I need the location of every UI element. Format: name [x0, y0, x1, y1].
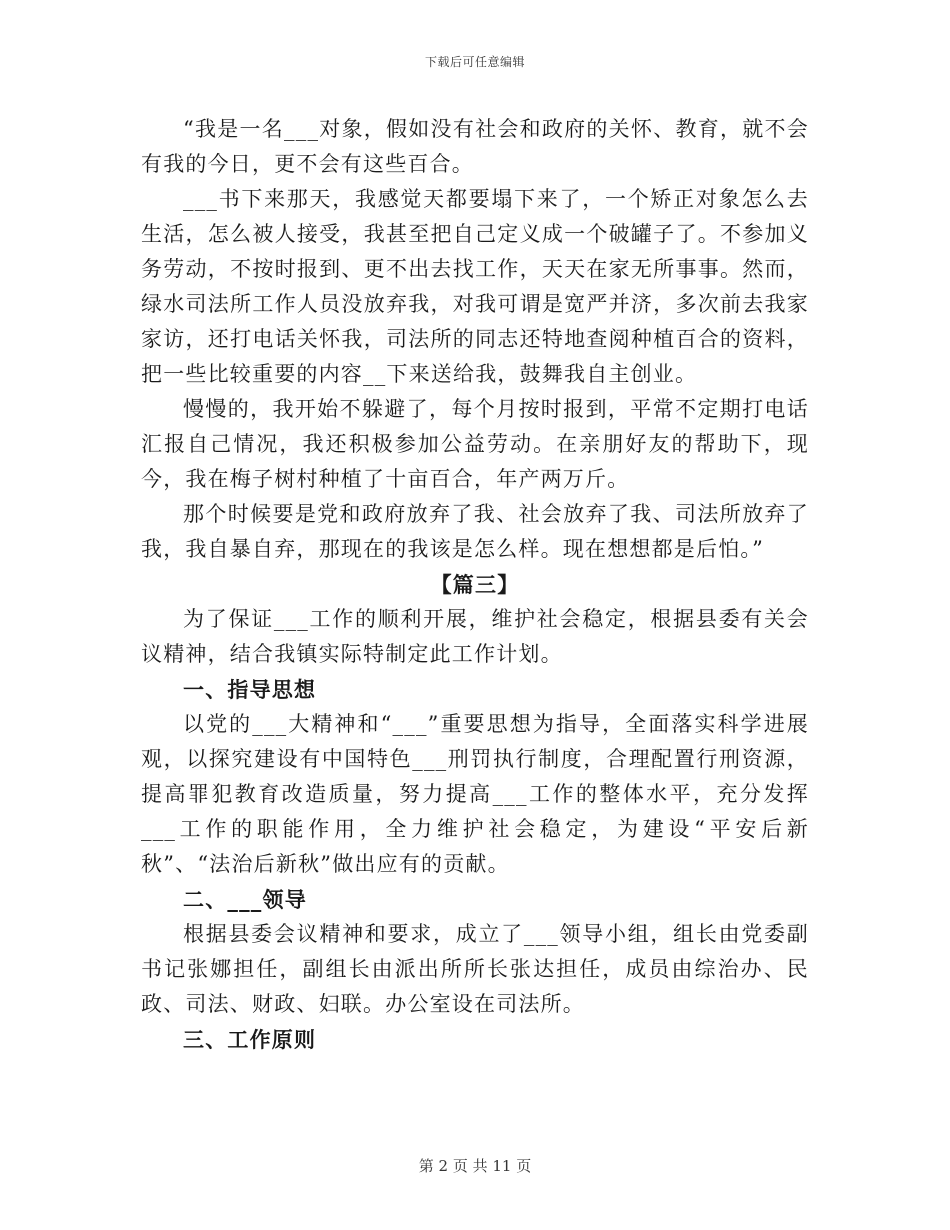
paragraph-leadership: 根据县委会议精神和要求，成立了___领导小组，组长由党委副书记张娜担任，副组长由派出所所长张达担任，成员由综治办、民政、司法、财政、妇联。办公室设在司法所。	[141, 922, 809, 1016]
paragraph-gradual-change: 慢慢的，我开始不躲避了，每个月按时报到，平常不定期打电话汇报自己情况，我还积极参加公益劳动。在亲朋好友的帮助下，现今，我在梅子树村种植了十亩百合，年产两万斤。	[141, 397, 809, 491]
paragraph-quote-intro: “我是一名___对象，假如没有社会和政府的关怀、教育，就不会有我的今日，更不会有这些百合。	[141, 117, 809, 176]
heading-work-principles: 三、工作原则	[183, 1027, 317, 1052]
paragraph-guiding-ideology: 以党的___大精神和“___”重要思想为指导，全面落实科学进展观，以探究建设有中国特色___刑罚执行制度，合理配置行刑资源，提高罪犯教育改造质量，努力提高___工作的整体水平，充分发挥___工作的职能作用，全力维护社会稳定，为建设“平安后新秋”、“法治后新秋”做出应有的贡献。	[141, 712, 809, 876]
heading-guiding-ideology: 一、指导思想	[183, 677, 317, 702]
heading-leadership: 二、___领导	[183, 887, 307, 912]
paragraph-reflection: 那个时候要是党和政府放弃了我、社会放弃了我、司法所放弃了我，我自暴自弃，那现在的我该是怎么样。现在想想都是后怕。”	[141, 502, 809, 561]
page-header-note: 下载后可任意编辑	[424, 55, 525, 69]
paragraph-judgment-day: ___书下来那天，我感觉天都要塌下来了，一个矫正对象怎么去生活，怎么被人接受，我甚至把自己定义成一个破罐子了。不参加义务劳动，不按时报到、更不出去找工作，天天在家无所事事。然而，绿水司法所工作人员没放弃我，对我可谓是宽严并济，多次前去我家家访，还打电话关怀我，司法所的同志还特地查阅种植百合的资料，把一些比较重要的内容__下来送给我，鼓舞我自主创业。	[141, 187, 809, 386]
page-number: 第 2 页 共 11 页	[418, 1157, 532, 1175]
paragraph-plan-intro: 为了保证___工作的顺利开展，维护社会稳定，根据县委有关会议精神，结合我镇实际特制定此工作计划。	[141, 607, 809, 666]
document-body	[141, 112, 809, 1057]
section-title: 【篇三】	[430, 572, 520, 597]
